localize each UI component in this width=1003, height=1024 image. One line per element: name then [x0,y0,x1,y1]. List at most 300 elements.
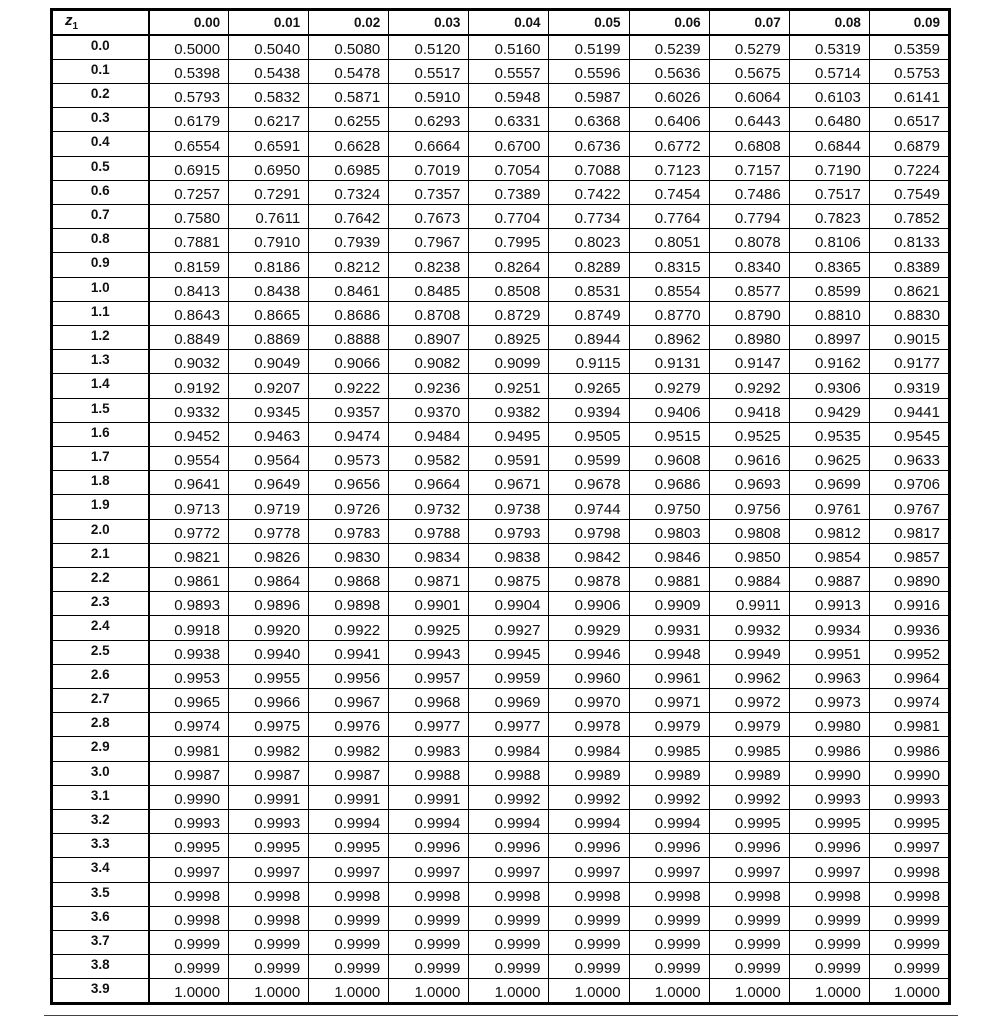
probability-cell: 0.5948 [469,83,549,107]
probability-cell: 0.7123 [629,156,709,180]
table-row [52,108,950,132]
probability-cell: 0.9992 [629,785,709,809]
probability-cell: 0.9147 [709,350,789,374]
probability-cell: 0.9999 [789,931,869,955]
probability-cell: 0.9993 [229,810,309,834]
probability-cell: 0.9641 [149,471,229,495]
probability-cell: 0.9999 [309,931,389,955]
probability-cell: 0.9279 [629,374,709,398]
probability-cell: 0.8186 [229,253,309,277]
probability-cell: 0.5359 [869,35,949,59]
probability-cell: 0.9998 [549,882,629,906]
probability-cell: 0.8133 [869,229,949,253]
table-header [52,10,950,36]
probability-cell: 0.6293 [389,108,469,132]
probability-cell: 0.8944 [549,325,629,349]
row-z-value: 1.8 [52,471,149,495]
probability-cell: 0.9999 [629,955,709,979]
probability-cell: 0.9821 [149,543,229,567]
probability-cell: 0.6915 [149,156,229,180]
probability-cell: 0.9382 [469,398,549,422]
probability-cell: 0.6217 [229,108,309,132]
probability-cell: 0.9999 [629,906,709,930]
probability-cell: 0.9082 [389,350,469,374]
row-z-value: 1.0 [52,277,149,301]
table-row [52,180,950,204]
probability-cell: 0.7967 [389,229,469,253]
table-row [52,59,950,83]
probability-cell: 0.9649 [229,471,309,495]
column-header: 0.00 [149,10,229,36]
probability-cell: 0.9357 [309,398,389,422]
probability-cell: 0.9066 [309,350,389,374]
probability-cell: 0.6879 [869,132,949,156]
probability-cell: 0.9967 [309,688,389,712]
row-z-value: 2.5 [52,640,149,664]
probability-cell: 0.9913 [789,592,869,616]
probability-cell: 0.9916 [869,592,949,616]
probability-cell: 0.9990 [869,761,949,785]
probability-cell: 0.8051 [629,229,709,253]
probability-cell: 0.9099 [469,350,549,374]
probability-cell: 0.9744 [549,495,629,519]
probability-cell: 0.8461 [309,277,389,301]
row-z-value: 3.0 [52,761,149,785]
probability-cell: 0.9998 [149,882,229,906]
row-z-value: 3.3 [52,834,149,858]
probability-cell: 0.9997 [389,858,469,882]
table-row [52,882,950,906]
probability-cell: 0.7389 [469,180,549,204]
probability-cell: 0.8770 [629,301,709,325]
probability-cell: 0.9940 [229,640,309,664]
table-row [52,979,950,1004]
probability-cell: 0.9964 [869,664,949,688]
probability-cell: 0.9678 [549,471,629,495]
probability-cell: 0.6141 [869,83,949,107]
probability-cell: 0.9999 [789,906,869,930]
probability-cell: 0.9370 [389,398,469,422]
probability-cell: 1.0000 [629,979,709,1004]
probability-cell: 0.7580 [149,204,229,228]
probability-cell: 0.9993 [869,785,949,809]
probability-cell: 0.9893 [149,592,229,616]
table-row [52,132,950,156]
probability-cell: 0.9990 [149,785,229,809]
probability-cell: 1.0000 [229,979,309,1004]
probability-cell: 0.8925 [469,325,549,349]
table-row [52,301,950,325]
probability-cell: 0.9599 [549,446,629,470]
probability-cell: 0.9671 [469,471,549,495]
probability-cell: 0.6950 [229,156,309,180]
probability-cell: 0.8686 [309,301,389,325]
probability-cell: 0.9788 [389,519,469,543]
row-z-value: 2.3 [52,592,149,616]
probability-cell: 0.7224 [869,156,949,180]
probability-cell: 0.9925 [389,616,469,640]
table-row [52,446,950,470]
row-z-value: 2.0 [52,519,149,543]
row-z-value: 3.5 [52,882,149,906]
row-z-value: 0.1 [52,59,149,83]
probability-cell: 0.9515 [629,422,709,446]
probability-cell: 0.9998 [629,882,709,906]
probability-cell: 0.9994 [469,810,549,834]
table-row [52,325,950,349]
table-row [52,858,950,882]
probability-cell: 0.7257 [149,180,229,204]
column-header: 0.05 [549,10,629,36]
probability-cell: 0.9591 [469,446,549,470]
probability-cell: 0.9999 [149,955,229,979]
probability-cell: 0.5478 [309,59,389,83]
probability-cell: 0.9997 [149,858,229,882]
probability-cell: 0.9920 [229,616,309,640]
row-z-value: 3.2 [52,810,149,834]
table-row [52,737,950,761]
probability-cell: 0.9929 [549,616,629,640]
probability-cell: 0.9994 [629,810,709,834]
row-z-value: 2.9 [52,737,149,761]
probability-cell: 0.9984 [549,737,629,761]
probability-cell: 0.9998 [709,882,789,906]
probability-cell: 0.9834 [389,543,469,567]
probability-cell: 0.7794 [709,204,789,228]
row-z-value: 2.1 [52,543,149,567]
table-row [52,374,950,398]
probability-cell: 0.9994 [309,810,389,834]
probability-cell: 0.9463 [229,422,309,446]
probability-cell: 0.9969 [469,688,549,712]
probability-cell: 0.9966 [229,688,309,712]
probability-cell: 0.9997 [629,858,709,882]
row-z-value: 3.8 [52,955,149,979]
probability-cell: 0.9999 [869,906,949,930]
row-z-value: 0.6 [52,180,149,204]
probability-cell: 0.6985 [309,156,389,180]
probability-cell: 0.9997 [549,858,629,882]
table-row [52,664,950,688]
row-z-value: 0.8 [52,229,149,253]
probability-cell: 0.9750 [629,495,709,519]
row-z-value: 0.7 [52,204,149,228]
probability-cell: 0.5279 [709,35,789,59]
probability-cell: 0.7611 [229,204,309,228]
probability-cell: 0.9719 [229,495,309,519]
probability-cell: 0.9345 [229,398,309,422]
probability-cell: 0.9441 [869,398,949,422]
row-z-value: 2.6 [52,664,149,688]
probability-cell: 0.9545 [869,422,949,446]
probability-cell: 1.0000 [549,979,629,1004]
row-z-value: 2.4 [52,616,149,640]
probability-cell: 0.9406 [629,398,709,422]
probability-cell: 0.7291 [229,180,309,204]
probability-cell: 0.8159 [149,253,229,277]
probability-cell: 0.9222 [309,374,389,398]
probability-cell: 0.9878 [549,567,629,591]
probability-cell: 0.9998 [229,906,309,930]
probability-cell: 0.7704 [469,204,549,228]
probability-cell: 0.8888 [309,325,389,349]
probability-cell: 0.9817 [869,519,949,543]
probability-cell: 0.9999 [309,906,389,930]
table-body [52,35,950,1004]
probability-cell: 0.9904 [469,592,549,616]
probability-cell: 0.9236 [389,374,469,398]
table-row [52,495,950,519]
probability-cell: 0.7088 [549,156,629,180]
probability-cell: 0.9738 [469,495,549,519]
probability-cell: 0.9996 [549,834,629,858]
probability-cell: 0.9963 [789,664,869,688]
table-row [52,83,950,107]
table-row [52,471,950,495]
probability-cell: 0.9960 [549,664,629,688]
probability-cell: 0.9994 [389,810,469,834]
probability-cell: 0.9418 [709,398,789,422]
probability-cell: 0.6103 [789,83,869,107]
probability-cell: 0.9973 [789,688,869,712]
probability-cell: 0.9838 [469,543,549,567]
probability-cell: 0.9974 [869,688,949,712]
row-z-value: 2.7 [52,688,149,712]
probability-cell: 0.7764 [629,204,709,228]
probability-cell: 0.9979 [629,713,709,737]
probability-cell: 0.9946 [549,640,629,664]
probability-cell: 0.7995 [469,229,549,253]
probability-cell: 0.9999 [149,931,229,955]
probability-cell: 0.9783 [309,519,389,543]
probability-cell: 0.9564 [229,446,309,470]
probability-cell: 0.8106 [789,229,869,253]
probability-cell: 0.9991 [389,785,469,809]
probability-cell: 0.9968 [389,688,469,712]
row-z-value: 3.6 [52,906,149,930]
table-row [52,713,950,737]
probability-cell: 0.9332 [149,398,229,422]
probability-cell: 0.9971 [629,688,709,712]
probability-cell: 0.8577 [709,277,789,301]
probability-cell: 0.6406 [629,108,709,132]
probability-cell: 0.9986 [869,737,949,761]
probability-cell: 0.5000 [149,35,229,59]
probability-cell: 0.9484 [389,422,469,446]
probability-cell: 0.9857 [869,543,949,567]
probability-cell: 0.8485 [389,277,469,301]
probability-cell: 0.9625 [789,446,869,470]
probability-cell: 0.9871 [389,567,469,591]
probability-cell: 0.9898 [309,592,389,616]
table-row [52,204,950,228]
probability-cell: 0.9999 [469,931,549,955]
probability-cell: 0.6179 [149,108,229,132]
row-z-value: 1.5 [52,398,149,422]
probability-cell: 0.7486 [709,180,789,204]
probability-cell: 0.7357 [389,180,469,204]
probability-cell: 0.9525 [709,422,789,446]
probability-cell: 0.5517 [389,59,469,83]
probability-cell: 0.9554 [149,446,229,470]
probability-cell: 0.8643 [149,301,229,325]
table-row [52,567,950,591]
probability-cell: 0.9959 [469,664,549,688]
table-row [52,931,950,955]
probability-cell: 0.8238 [389,253,469,277]
row-z-value: 2.8 [52,713,149,737]
row-z-value: 3.1 [52,785,149,809]
row-z-value: 0.3 [52,108,149,132]
probability-cell: 0.9162 [789,350,869,374]
probability-cell: 0.9931 [629,616,709,640]
probability-cell: 0.9992 [549,785,629,809]
probability-cell: 0.8810 [789,301,869,325]
z-column-header [52,10,149,36]
probability-cell: 0.8830 [869,301,949,325]
probability-cell: 0.7734 [549,204,629,228]
z-table [50,8,951,1005]
probability-cell: 0.5832 [229,83,309,107]
page-bottom-rule [44,1015,958,1016]
probability-cell: 0.6517 [869,108,949,132]
probability-cell: 0.8962 [629,325,709,349]
probability-cell: 0.7517 [789,180,869,204]
probability-cell: 0.9977 [469,713,549,737]
table-row [52,156,950,180]
probability-cell: 0.9997 [789,858,869,882]
probability-cell: 0.9582 [389,446,469,470]
probability-cell: 0.9994 [549,810,629,834]
probability-cell: 0.9949 [709,640,789,664]
row-z-value: 3.7 [52,931,149,955]
column-header: 0.03 [389,10,469,36]
probability-cell: 0.9990 [789,761,869,785]
probability-cell: 0.9948 [629,640,709,664]
probability-cell: 0.6255 [309,108,389,132]
probability-cell: 0.9808 [709,519,789,543]
probability-cell: 0.9901 [389,592,469,616]
probability-cell: 0.9938 [149,640,229,664]
row-z-value: 1.3 [52,350,149,374]
probability-cell: 0.7549 [869,180,949,204]
probability-cell: 0.6736 [549,132,629,156]
table-row [52,688,950,712]
probability-cell: 0.8790 [709,301,789,325]
probability-cell: 0.7910 [229,229,309,253]
row-z-value: 1.9 [52,495,149,519]
probability-cell: 0.9999 [869,955,949,979]
row-z-value: 1.7 [52,446,149,470]
probability-cell: 0.6331 [469,108,549,132]
probability-cell: 0.9982 [229,737,309,761]
probability-cell: 0.8389 [869,253,949,277]
probability-cell: 0.9934 [789,616,869,640]
probability-cell: 0.6772 [629,132,709,156]
probability-cell: 0.9987 [229,761,309,785]
probability-cell: 0.9998 [149,906,229,930]
probability-cell: 0.9999 [549,906,629,930]
probability-cell: 0.9997 [709,858,789,882]
probability-cell: 0.9999 [229,955,309,979]
probability-cell: 0.9999 [869,931,949,955]
probability-cell: 0.9633 [869,446,949,470]
probability-cell: 0.9932 [709,616,789,640]
probability-cell: 0.9251 [469,374,549,398]
probability-cell: 0.9495 [469,422,549,446]
probability-cell: 0.9988 [469,761,549,785]
probability-cell: 0.9952 [869,640,949,664]
probability-cell: 0.9726 [309,495,389,519]
probability-cell: 0.9941 [309,640,389,664]
probability-cell: 0.9429 [789,398,869,422]
probability-cell: 0.7642 [309,204,389,228]
probability-cell: 0.8264 [469,253,549,277]
probability-cell: 0.7190 [789,156,869,180]
probability-cell: 0.9573 [309,446,389,470]
probability-cell: 0.9616 [709,446,789,470]
row-z-value: 0.9 [52,253,149,277]
probability-cell: 0.9991 [229,785,309,809]
row-z-value: 1.6 [52,422,149,446]
probability-cell: 0.6808 [709,132,789,156]
column-header: 0.09 [869,10,949,36]
table-row [52,253,950,277]
probability-cell: 0.8554 [629,277,709,301]
probability-cell: 0.9032 [149,350,229,374]
probability-cell: 0.8340 [709,253,789,277]
probability-cell: 0.9992 [709,785,789,809]
probability-cell: 0.9983 [389,737,469,761]
probability-cell: 0.9998 [869,858,949,882]
probability-cell: 0.9956 [309,664,389,688]
probability-cell: 0.9991 [309,785,389,809]
probability-cell: 0.9319 [869,374,949,398]
probability-cell: 0.9756 [709,495,789,519]
z-symbol: z [65,12,73,29]
probability-cell: 0.9993 [789,785,869,809]
probability-cell: 0.9997 [229,858,309,882]
probability-cell: 0.7324 [309,180,389,204]
probability-cell: 0.9995 [229,834,309,858]
probability-cell: 0.6064 [709,83,789,107]
probability-cell: 0.9830 [309,543,389,567]
probability-cell: 0.9957 [389,664,469,688]
probability-cell: 0.9850 [709,543,789,567]
probability-cell: 0.9846 [629,543,709,567]
probability-cell: 0.9686 [629,471,709,495]
probability-cell: 0.7019 [389,156,469,180]
z-subscript: 1 [72,21,79,32]
probability-cell: 0.8023 [549,229,629,253]
probability-cell: 0.9984 [469,737,549,761]
probability-cell: 0.9965 [149,688,229,712]
probability-cell: 0.9998 [869,882,949,906]
probability-cell: 0.9864 [229,567,309,591]
table-row [52,640,950,664]
probability-cell: 0.5910 [389,83,469,107]
probability-cell: 0.9996 [389,834,469,858]
probability-cell: 0.9998 [229,882,309,906]
probability-cell: 0.9995 [149,834,229,858]
probability-cell: 0.5438 [229,59,309,83]
probability-cell: 0.9890 [869,567,949,591]
probability-cell: 0.9980 [789,713,869,737]
probability-cell: 0.8212 [309,253,389,277]
probability-cell: 0.8907 [389,325,469,349]
probability-cell: 0.9875 [469,567,549,591]
probability-cell: 0.9999 [389,931,469,955]
